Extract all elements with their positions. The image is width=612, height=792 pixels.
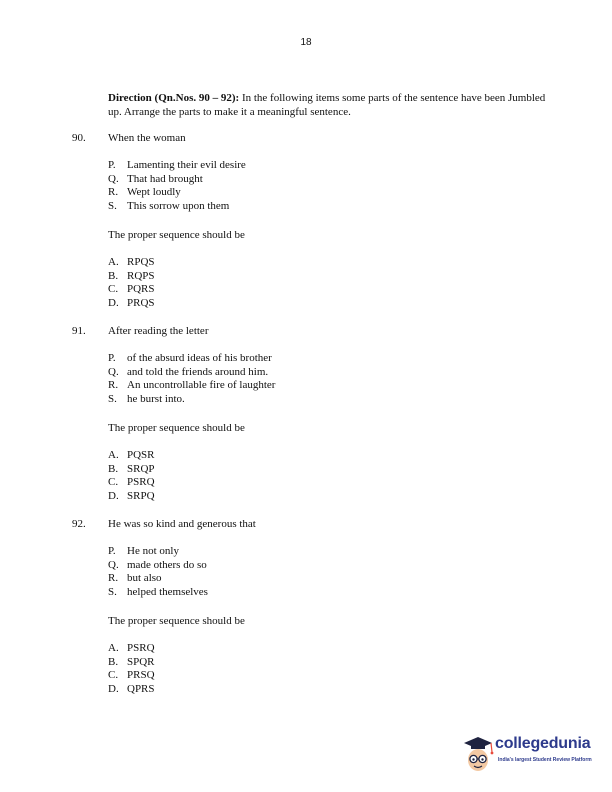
option-b [108,270,155,284]
logo-tagline: India's largest Student Review Platform [498,757,592,763]
sequence-prompt: The proper sequence should be [108,229,245,241]
option-letter: C. [108,669,119,682]
question-number: 90. [72,132,86,144]
part-text: and told the friends around him. [127,365,269,378]
option-letter: A. [108,642,119,654]
logo-brand: collegedunia [495,735,591,752]
part-s [108,393,275,407]
option-text: RPQS [127,256,155,268]
option-a [108,642,155,656]
part-p [108,352,275,366]
part-text: made others do so [127,558,207,571]
question-stem: He was so kind and generous that [108,518,256,530]
option-text: SPQR [127,655,155,668]
option-letter: D. [108,683,119,696]
part-text: helped themselves [127,586,208,599]
part-letter: R. [108,186,119,199]
part-text: That had brought [127,172,203,185]
option-b [108,463,155,477]
option-d [108,490,155,504]
option-letter: C. [108,476,119,489]
part-text: but also [127,572,162,585]
option-text: PRSQ [127,669,155,682]
part-letter: Q. [108,172,119,185]
jumbled-parts [108,352,275,407]
question-stem: After reading the letter [108,325,209,337]
part-letter: S. [108,586,117,599]
sequence-prompt: The proper sequence should be [108,615,245,627]
part-letter: S. [108,200,117,213]
option-letter: B. [108,462,119,475]
collegedunia-watermark [461,733,601,781]
part-letter: P. [108,352,116,364]
option-text: SRPQ [127,490,155,503]
option-letter: D. [108,490,119,503]
option-b [108,656,155,670]
part-s [108,586,208,600]
page-number: 18 [300,37,312,48]
part-p [108,159,246,173]
option-a [108,256,155,270]
option-letter: A. [108,449,119,461]
part-letter: P. [108,159,116,171]
option-letter: A. [108,256,119,268]
part-text: of the absurd ideas of his brother [127,352,272,364]
part-text: This sorrow upon them [127,200,230,213]
option-d [108,683,155,697]
option-text: PQRS [127,283,155,296]
option-letter: B. [108,269,119,282]
question-number: 91. [72,325,86,337]
option-letter: B. [108,655,119,668]
part-text: Lamenting their evil desire [127,159,246,171]
option-text: QPRS [127,683,155,696]
direction-paragraph [108,91,558,119]
option-d [108,297,155,311]
answer-options [108,256,155,311]
part-letter: R. [108,572,119,585]
part-letter: P. [108,545,116,557]
part-text: he burst into. [127,393,185,406]
part-p [108,545,208,559]
option-text: PQSR [127,449,155,461]
option-text: PSRQ [127,476,155,489]
sequence-prompt: The proper sequence should be [108,422,245,434]
part-q [108,173,246,187]
option-text: PRQS [127,297,155,310]
part-letter: Q. [108,558,119,571]
question-number: 92. [72,518,86,530]
option-c [108,283,155,297]
jumbled-parts [108,545,208,600]
part-s [108,200,246,214]
direction-text: In the following items some parts of the sentence have been Jumbled up. Arrange the parts to make it a meaningful sentence. [108,92,546,118]
part-text: He not only [127,545,179,557]
part-r [108,186,246,200]
option-a [108,449,155,463]
part-letter: S. [108,393,117,406]
direction-label: Direction (Qn.Nos. 90 – 92): [108,92,240,104]
answer-options [108,449,155,504]
question-stem: When the woman [108,132,186,144]
part-q [108,366,275,380]
option-letter: C. [108,283,119,296]
part-r [108,572,208,586]
option-c [108,669,155,683]
part-r [108,379,275,393]
part-letter: R. [108,379,119,392]
graduate-mascot-icon [461,733,499,781]
option-letter: D. [108,297,119,310]
part-text: Wept loudly [127,186,181,199]
part-q [108,559,208,573]
part-letter: Q. [108,365,119,378]
answer-options [108,642,155,697]
option-c [108,476,155,490]
option-text: RQPS [127,269,155,282]
option-text: PSRQ [127,642,155,654]
jumbled-parts [108,159,246,214]
part-text: An uncontrollable fire of laughter [127,379,276,392]
option-text: SRQP [127,462,155,475]
